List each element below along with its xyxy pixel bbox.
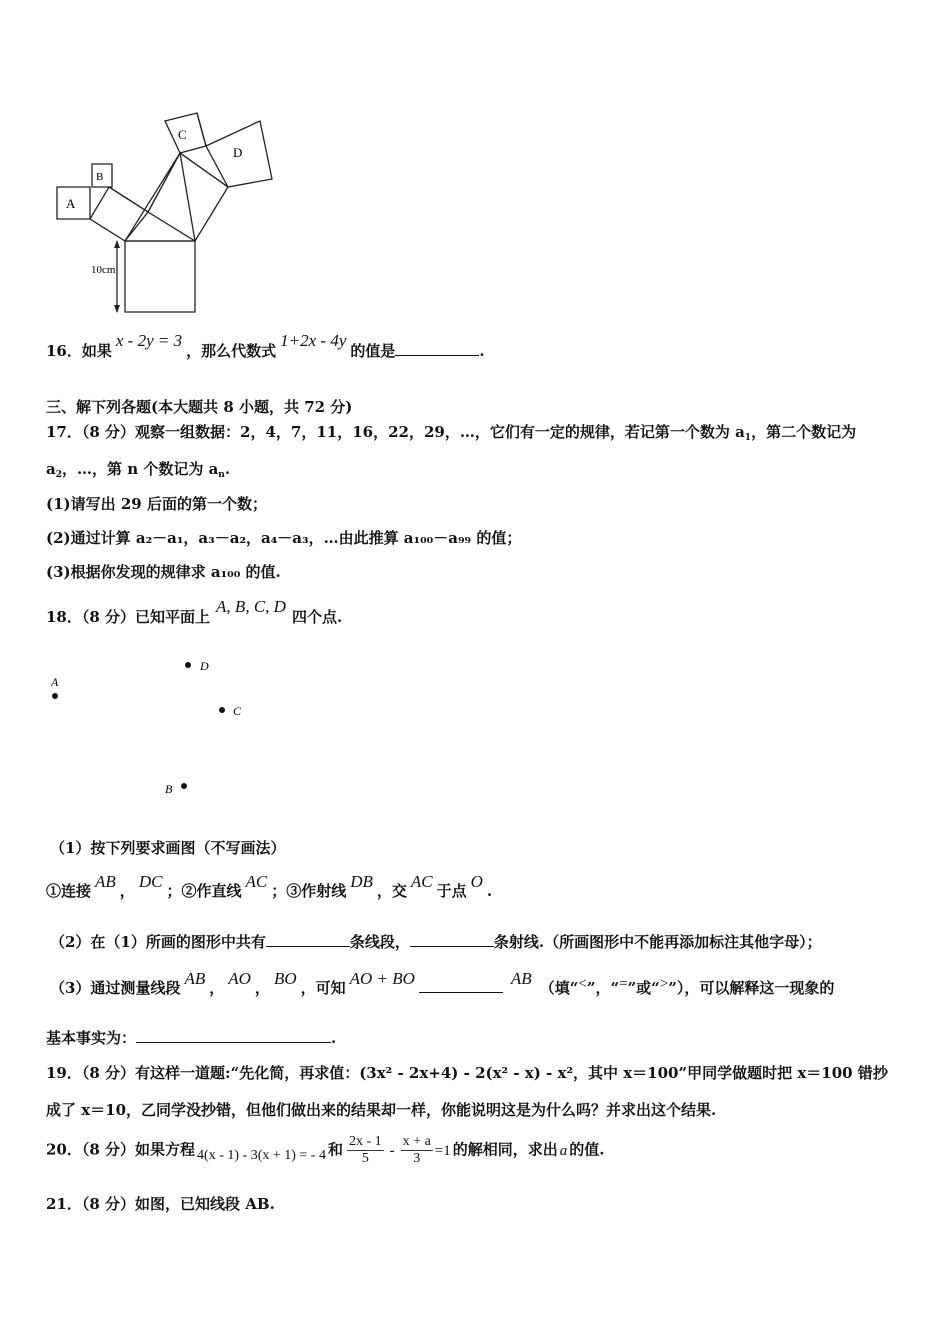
q18-o: O bbox=[470, 872, 483, 891]
q20-minus: - bbox=[389, 1142, 395, 1159]
q17-sub-n: n bbox=[218, 470, 225, 480]
squares-figure bbox=[50, 112, 285, 317]
q18-part2-a: （2）在（1）所画的图形中共有 bbox=[50, 933, 266, 951]
point-b-dot bbox=[181, 783, 187, 789]
q18-part1-heading: （1）按下列要求画图（不写画法） bbox=[50, 839, 286, 857]
q17-sub-1: 1 bbox=[744, 433, 752, 443]
q21-text: 21．（8 分）如图，已知线段 AB. bbox=[46, 1195, 275, 1213]
q16-answer-blank[interactable] bbox=[395, 341, 479, 356]
q18-part3-line2 bbox=[46, 1027, 336, 1048]
q18-db: DB bbox=[350, 872, 373, 891]
point-c-dot bbox=[219, 707, 225, 713]
q20-number: 20．（8 分）如果方程 bbox=[46, 1140, 196, 1159]
q18-part3-sum: AO + BO bbox=[349, 969, 415, 988]
point-a-dot bbox=[52, 693, 58, 699]
point-c-label: C bbox=[233, 704, 242, 718]
q18-comma: ， bbox=[119, 882, 135, 900]
q20-frac1-den: 5 bbox=[361, 1151, 369, 1166]
bottom-square bbox=[125, 241, 195, 312]
q18-number: 18．（8 分）已知平面上 bbox=[46, 608, 211, 626]
q18-part3-ab: AB bbox=[184, 969, 206, 988]
question-17-line2 bbox=[46, 458, 230, 480]
q18-part3 bbox=[50, 969, 835, 998]
q18-ab: AB bbox=[95, 872, 116, 891]
q18-part3-a: （3）通过测量线段 bbox=[50, 979, 181, 997]
label-c: C bbox=[178, 127, 187, 142]
question-17-line1 bbox=[46, 421, 856, 443]
label-a: A bbox=[66, 196, 76, 211]
q18-part1-steps bbox=[46, 872, 493, 901]
q20-eq2-end: =1 bbox=[434, 1142, 451, 1159]
q16-text-value: 的值是 bbox=[350, 342, 396, 360]
q17-line1-end: ，第二个数记为 bbox=[751, 423, 857, 441]
label-d: D bbox=[233, 145, 243, 160]
q18-dc: DC bbox=[138, 872, 163, 891]
q20-frac1-num: 2x - 1 bbox=[349, 1134, 382, 1149]
q16-text-if: 如果 bbox=[81, 342, 112, 360]
q18-text2: ；②作直线 bbox=[166, 882, 242, 900]
q17-line1-text: 17．（8 分）观察一组数据：2，4，7，11，16，22，29，…，它们有一定的规律，若记第一个数为 a bbox=[46, 423, 745, 441]
q18-part3-e: ”或“ bbox=[627, 979, 660, 997]
q17-sub-2: 2 bbox=[55, 470, 62, 480]
q17-part1: (1)请写出 29 后面的第一个数； bbox=[46, 495, 267, 513]
q18-part3-bo: BO bbox=[273, 969, 297, 988]
q18-part3-lt: < bbox=[578, 976, 587, 992]
q18-ac: AC bbox=[245, 872, 268, 891]
q20-var: a bbox=[559, 1142, 568, 1159]
q16-number: 16． bbox=[46, 342, 82, 360]
q18-part3-comma2: ， bbox=[254, 979, 270, 997]
q17-part2: (2)通过计算 a₂－a₁，a₃－a₂，a₄－a₃，…由此推算 a₁₀₀－a₉₉ 的值； bbox=[46, 529, 522, 547]
q18-part3-c: （填“ bbox=[539, 979, 579, 997]
q16-formula-expr: 1+2x - 4y bbox=[280, 331, 347, 350]
q20-and: 和 bbox=[327, 1140, 343, 1159]
q20-frac1 bbox=[347, 1134, 384, 1167]
point-b-label: B bbox=[165, 782, 173, 796]
q18-text5: 于点 bbox=[436, 882, 467, 900]
q18-part2-b: 条线段， bbox=[349, 933, 410, 951]
q18-part3-end: . bbox=[331, 1029, 337, 1047]
question-18 bbox=[46, 597, 343, 627]
point-a-label: A bbox=[51, 675, 59, 689]
q16-period: . bbox=[479, 342, 485, 360]
dimension-label: 10cm bbox=[91, 264, 116, 276]
q16-text-then: ，那么代数式 bbox=[186, 342, 277, 360]
q18-segments-blank[interactable] bbox=[266, 932, 350, 947]
q18-text3: ；③作射线 bbox=[271, 882, 347, 900]
q18-part3-gt: > bbox=[659, 976, 669, 992]
q20-after: 的解相同，求出 bbox=[452, 1140, 558, 1159]
q17-line2-a: a bbox=[46, 460, 56, 478]
q20-end: 的值. bbox=[569, 1140, 605, 1159]
q20-eq1: 4(x - 1) - 3(x + 1) = - 4 bbox=[197, 1147, 326, 1163]
q17-part3: (3)根据你发现的规律求 a₁₀₀ 的值. bbox=[46, 563, 281, 581]
q19-line2: 成了 x＝10，乙同学没抄错，但他们做出来的结果却一样，你能说明这是为什么吗？并求出这个结果. bbox=[46, 1101, 717, 1119]
q16-formula-condition: x - 2y = 3 bbox=[115, 331, 183, 350]
q18-rays-blank[interactable] bbox=[410, 932, 494, 947]
q18-part3-d: ”，“ bbox=[586, 979, 620, 997]
point-d-label: D bbox=[200, 659, 209, 673]
q18-part3-ab2: AB bbox=[510, 969, 532, 988]
points-figure bbox=[45, 650, 265, 800]
q18-part2 bbox=[50, 931, 822, 952]
q18-part3-ao: AO bbox=[228, 969, 251, 988]
q17-line2-end: . bbox=[224, 460, 231, 478]
q20-frac2-den: 3 bbox=[413, 1151, 421, 1166]
question-16 bbox=[46, 331, 485, 361]
q19-line1: 19．（8 分）有这样一道题:“先化简，再求值：(3x² - 2x+4) - 2(x² - x) - x²，其中 x＝100”甲同学做题时把 x＝100 错抄 bbox=[46, 1064, 888, 1082]
q18-part2-c: 条射线.（所画图形中不能再添加标注其他字母）； bbox=[493, 933, 822, 951]
q18-part3-line2-text: 基本事实为： bbox=[46, 1029, 137, 1047]
q18-compare-blank[interactable] bbox=[419, 978, 503, 993]
left-middle-square bbox=[90, 187, 148, 241]
q20-frac2-num: x + a bbox=[402, 1134, 431, 1149]
q18-fact-blank[interactable] bbox=[136, 1028, 331, 1043]
q18-part3-eq: = bbox=[619, 976, 628, 992]
question-20 bbox=[46, 1134, 605, 1167]
q20-frac2 bbox=[401, 1134, 433, 1167]
q18-after: 四个点. bbox=[291, 608, 343, 626]
q18-text1: ①连接 bbox=[46, 882, 92, 900]
q18-part3-f: ”），可以解释这一现象的 bbox=[668, 979, 835, 997]
q18-part3-b: ，可知 bbox=[300, 979, 346, 997]
q18-part3-comma1: ， bbox=[209, 979, 225, 997]
q17-line2-mid: ，…，第 n 个数记为 a bbox=[62, 460, 219, 478]
q18-text4: ，交 bbox=[376, 882, 407, 900]
q18-ac2: AC bbox=[410, 872, 433, 891]
q18-points: A, B, C, D bbox=[216, 597, 286, 616]
point-d-dot bbox=[185, 662, 191, 668]
section-3-heading: 三、解下列各题(本大题共 8 小题，共 72 分) bbox=[46, 398, 353, 416]
q18-end: . bbox=[486, 882, 493, 900]
label-b: B bbox=[96, 171, 104, 183]
